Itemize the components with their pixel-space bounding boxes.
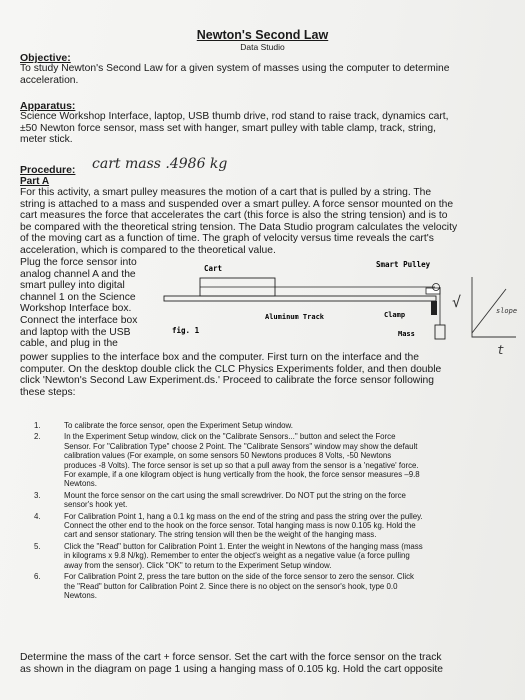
step-text — [64, 512, 504, 540]
step-text — [64, 542, 504, 570]
closing-line: as shown in the diagram on page 1 using a hanging mass of 0.105 kg. Hold the cart opposite — [20, 663, 444, 675]
step-line: Newtons. — [64, 590, 97, 600]
step-line: the "Read" button for Calibration Point 2. Since there is no object on the sensor's hook, type 0.0 — [64, 581, 398, 591]
step-line: Newtons. — [64, 479, 97, 489]
procedure-line: Workshop Interface box. — [20, 303, 132, 315]
mass-label: Mass — [398, 330, 415, 338]
step-line: produces -8 Volts). The force sensor is set up so that a pull away from the sensor is a 'negative' force. — [64, 460, 419, 470]
list-item — [34, 542, 504, 570]
procedure-line: click 'Newton's Second Law Experiment.ds.' Proceed to calibrate the force sensor following — [20, 375, 434, 387]
list-item — [34, 421, 504, 430]
apparatus-line: ±50 Newton force sensor, mass set with hanger, smart pulley with table clamp, track, string, — [20, 122, 436, 134]
list-item — [34, 432, 504, 488]
step-number: 2. — [34, 432, 41, 442]
step-number: 6. — [34, 572, 41, 582]
page-subtitle: Data Studio — [240, 42, 285, 52]
step-line: To calibrate the force sensor, open the Experiment Setup window. — [64, 421, 293, 430]
list-item — [34, 572, 504, 600]
track-label: Aluminum Track — [265, 313, 325, 321]
aluminum-track — [164, 296, 436, 301]
handwritten-slope: slope — [496, 307, 518, 315]
closing-paragraph — [20, 652, 515, 675]
procedure-line: smart pulley into digital — [20, 280, 125, 292]
clamp-shape — [431, 301, 437, 315]
step-number: 3. — [34, 490, 41, 500]
step-line: Connect the other end to the hook on the force sensor. Total hanging mass is now 0.105 kg. Hold the — [64, 521, 416, 531]
handwritten-t: t — [497, 343, 505, 355]
step-line: For Calibration Point 1, hang a 0.1 kg mass on the end of the string and pass the string over the pulley. — [64, 511, 423, 521]
step-line: calibration values (For example, on some sensors 50 Newtons produces 8 Volts, -50 Newtons — [64, 451, 392, 461]
apparatus-line: Science Workshop Interface, laptop, USB thumb drive, rod stand to raise track, dynamics cart, — [20, 111, 449, 122]
step-text — [64, 421, 504, 430]
procedure-line: Connect the interface box — [20, 314, 138, 326]
list-item — [34, 512, 504, 540]
step-line: Mount the force sensor on the cart using the small screwdriver. Do NOT put the string on the force — [64, 490, 406, 500]
objective-text — [20, 63, 510, 86]
objective-line: To study Newton's Second Law for a given system of masses using the computer to determine — [20, 63, 450, 74]
step-text — [64, 572, 504, 600]
procedure-line: and laptop with the USB — [20, 326, 131, 338]
procedure-line: Plug the force sensor into — [20, 257, 137, 268]
procedure-intro — [20, 187, 515, 257]
step-line: Sensor. For "Calibration Type" choose 2 Point. The "Calibrate Sensors" window may show the default — [64, 441, 418, 451]
procedure-line: of the moving cart as a function of time. The graph of velocity versus time reveals the cart's — [20, 233, 434, 245]
step-line: For Calibration Point 2, press the tare button on the side of the force sensor to zero the sensor. Click — [64, 572, 415, 582]
procedure-left-column — [20, 257, 170, 350]
objective-line: acceleration. — [20, 74, 79, 86]
closing-line: Determine the mass of the cart + force sensor. Set the cart with the force sensor on the track — [20, 652, 442, 663]
step-line: sensor's hook yet. — [64, 500, 128, 510]
step-line: In the Experiment Setup window, click on the "Calibrate Sensors..." button and select the Force — [64, 432, 396, 442]
step-number: 1. — [34, 421, 41, 430]
procedure-line: power supplies to the interface box and the computer. First turn on the interface and the — [20, 352, 419, 363]
figure-label: fig. 1 — [172, 326, 200, 335]
procedure-line: For this activity, a smart pulley measures the motion of a cart that is pulled by a string. The — [20, 187, 432, 198]
figure-1-diagram — [160, 255, 525, 355]
step-line: cart and sensor stationary. The string tension will then be the weight of the hanging mass. — [64, 530, 377, 540]
procedure-continued — [20, 352, 515, 398]
clamp-label: Clamp — [384, 311, 406, 319]
procedure-heading: Procedure: — [20, 164, 76, 176]
step-number: 4. — [34, 511, 41, 521]
cart-label: Cart — [204, 264, 223, 273]
procedure-line: acceleration, which is compared to the theoretical value. — [20, 244, 276, 256]
pulley-label: Smart Pulley — [376, 260, 431, 269]
step-text — [64, 432, 504, 488]
page-title: Newton's Second Law — [196, 28, 329, 42]
step-line: away from the sensor). Click "OK" to return to the Experiment Setup window. — [64, 560, 332, 570]
calibration-steps — [34, 421, 504, 602]
part-a-heading: Part A — [20, 176, 50, 187]
procedure-line: be compared with the theoretical string tension. The Data Studio program calculates the velocity — [20, 221, 458, 233]
apparatus-text — [20, 111, 510, 146]
procedure-line: computer. On the desktop double click the CLC Physics Experiments folder, and then double — [20, 363, 442, 375]
procedure-line: string is attached to a mass and suspended over a smart pulley. A force sensor mounted on the — [20, 198, 454, 210]
procedure-line: channel 1 on the Science — [20, 291, 136, 303]
procedure-line: cable, and plug in the — [20, 338, 118, 350]
step-number: 5. — [34, 541, 41, 551]
procedure-line: cart measures the force that accelerates the cart (this force is also the string tension) and is to — [20, 210, 448, 222]
handwritten-check: √ — [452, 293, 462, 311]
apparatus-line: meter stick. — [20, 134, 73, 146]
mass-shape — [435, 325, 445, 339]
step-line: in kilograms x 9.8 N/kg). Remember to enter the object's weight as a negative value (a force pulling — [64, 551, 410, 561]
apparatus-heading: Apparatus: — [20, 100, 76, 112]
step-line: Click the "Read" button for Calibration Point 1. Enter the weight in Newtons of the hanging mass (mass — [64, 541, 423, 551]
step-text — [64, 491, 504, 510]
handwritten-cart-mass: cart mass .4986 kg — [92, 156, 228, 172]
procedure-line: analog channel A and the — [20, 268, 136, 280]
step-line: For example, if a one kilogram object is hung vertically from the hook, the force sensor measures –9.8 — [64, 470, 420, 480]
list-item — [34, 491, 504, 510]
procedure-line: these steps: — [20, 386, 76, 398]
objective-heading: Objective: — [20, 52, 71, 64]
